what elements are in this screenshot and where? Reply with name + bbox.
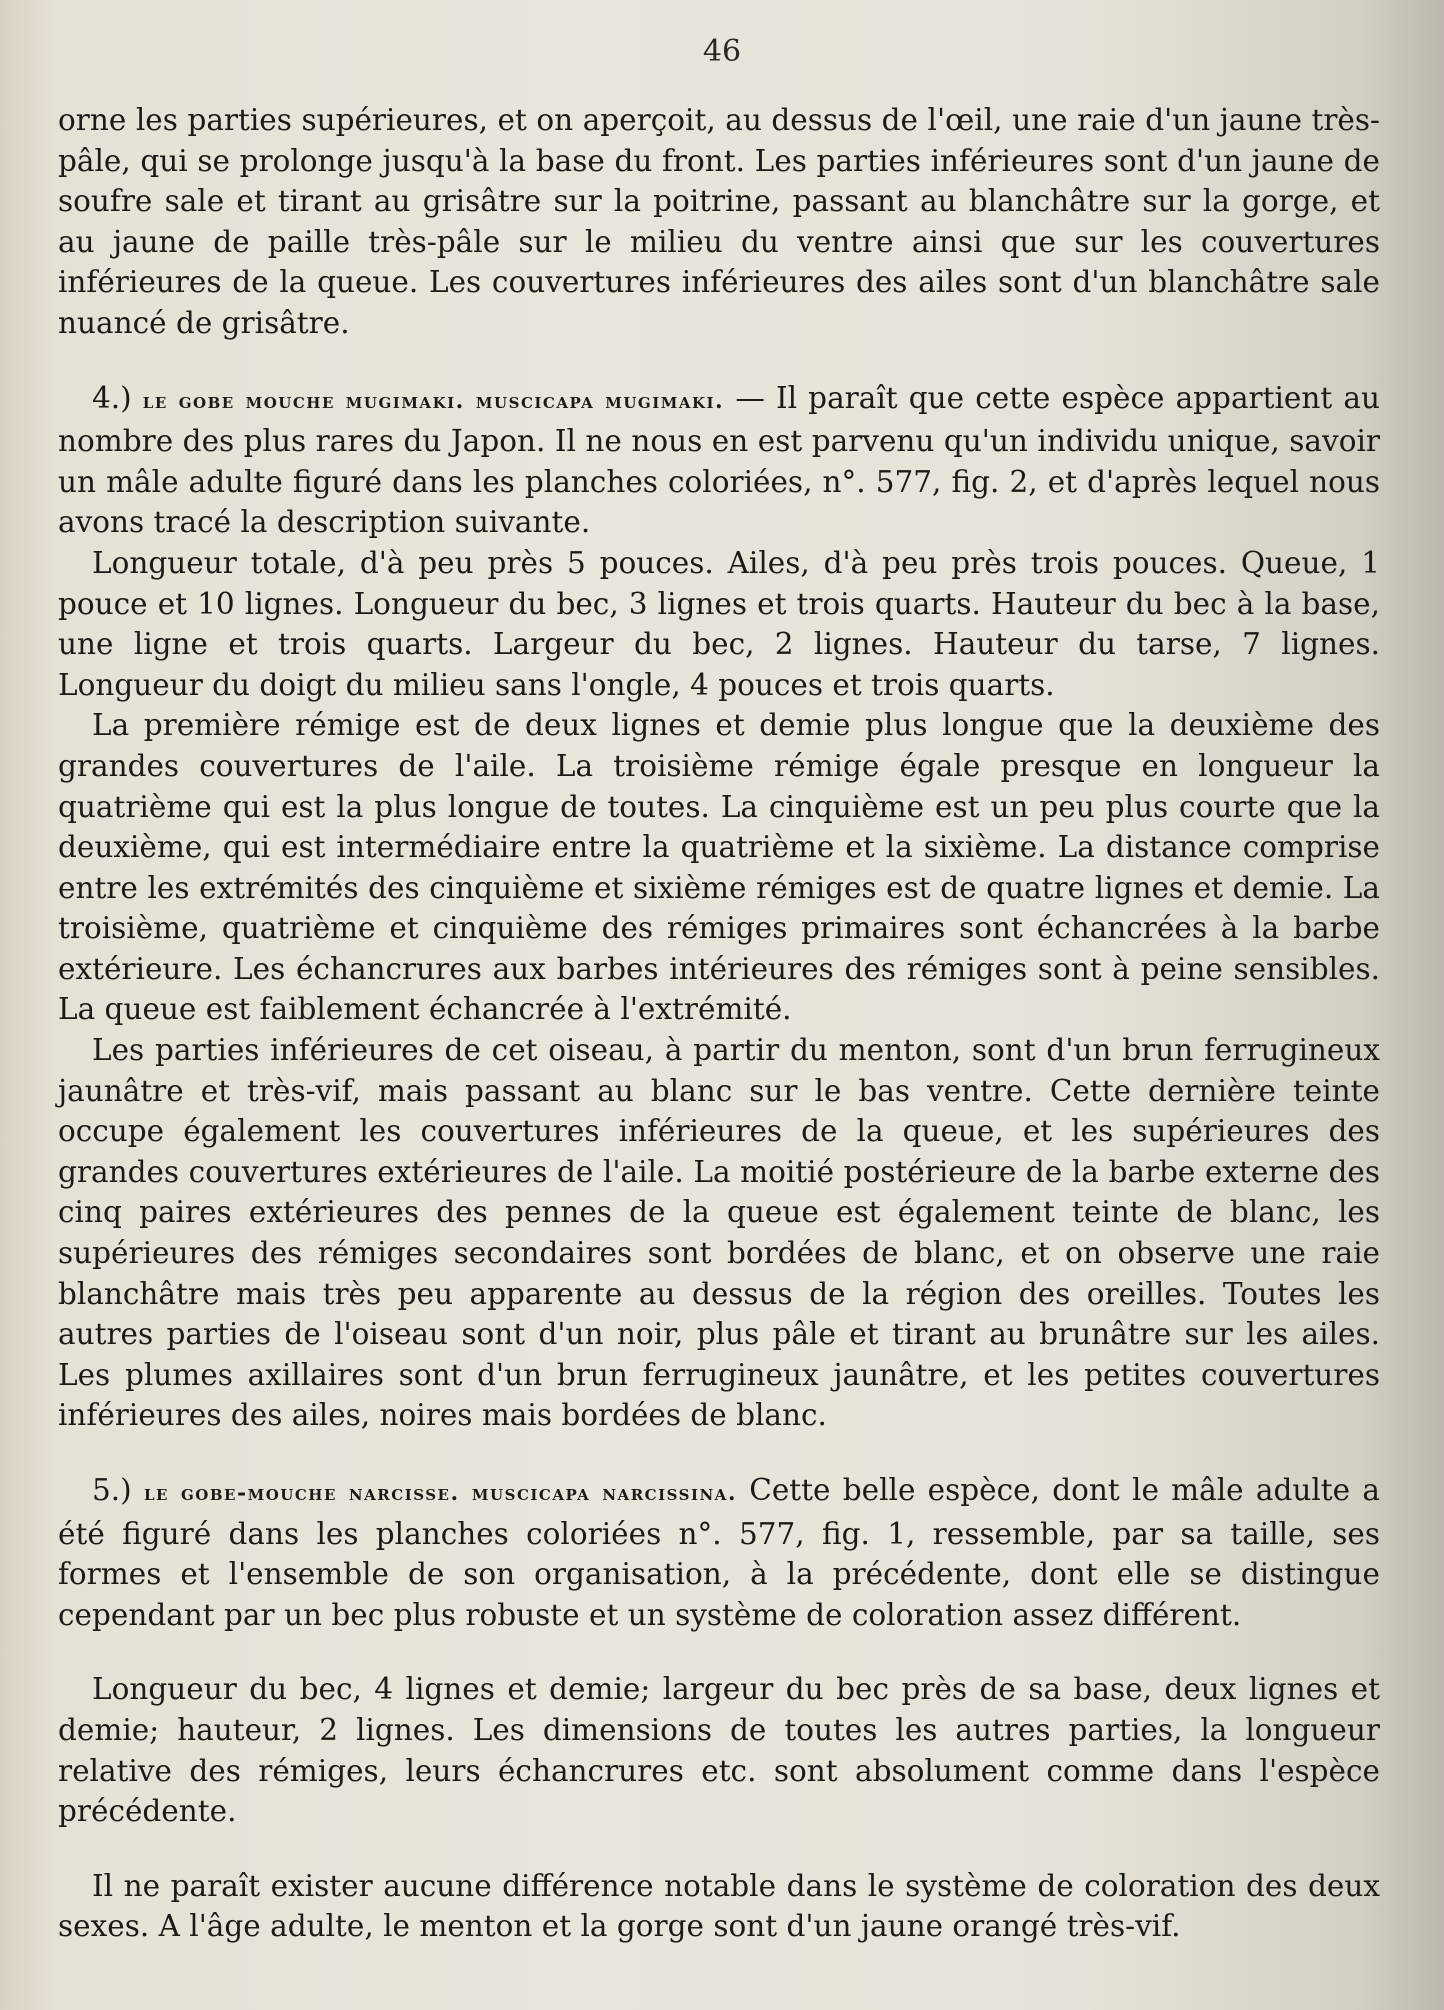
- section-4-latin-name: muscicapa mugimaki.: [475, 387, 725, 414]
- section-5-latin-name: muscicapa narcissina.: [471, 1480, 737, 1506]
- section-5-paragraph: [58, 1470, 1380, 1635]
- beak-measurements-paragraph: Longueur du bec, 4 lignes et demie; largeur du bec près de sa base, deux lignes et demie; hauteur, 2 lignes. Les dimensions de toutes les autres parties, la longueur relative des rémiges, leurs échancrures etc. sont absolument comme dans l'espèce précédente.: [58, 1672, 1380, 1829]
- section-5-text: Cette belle espèce, dont le mâle adulte a été figuré dans les planches coloriées n°. 577, fig. 1, ressemble, par sa taille, ses formes et l'ensemble de son organisation, à la précédente, dont elle se distingue cependant par un bec plus robuste et un système de coloration assez différent.: [58, 1473, 1380, 1632]
- section-4-common-name: le gobe mouche mugimaki.: [142, 387, 465, 414]
- section-5-number: 5.): [92, 1473, 132, 1507]
- section-5-common-name: le gobe-mouche narcisse.: [143, 1480, 460, 1506]
- remiges-paragraph: La première rémige est de deux lignes et demie plus longue que la deuxième des grandes couvertures de l'aile. La troisième rémige égale presque en longueur la quatrième qui est la plus longue de toutes. La cinquième est un peu plus courte que la deuxième, qui est intermédiaire entre la quatrième et la sixième. La distance comprise entre les extrémités des cinquième et sixième rémiges est de quatre lignes et demie. La troisième, quatrième et cinquième des rémiges primaires sont échancrées à la barbe extérieure. Les échancrures aux barbes intérieures des rémiges sont à peine sensibles. La queue est faiblement échancrée à l'extrémité.: [58, 708, 1380, 1027]
- page-number: 46: [702, 34, 742, 69]
- section-4-number: 4.): [92, 380, 132, 415]
- section-4-paragraph: [58, 378, 1380, 543]
- measurements-paragraph: Longueur totale, d'à peu près 5 pouces. Ailes, d'à peu près trois pouces. Queue, 1 pouce et 10 lignes. Longueur du bec, 3 lignes et trois quarts. Hauteur du bec à la base, une ligne et trois quarts. Largeur du bec, 2 lignes. Hauteur du tarse, 7 lignes. Longueur du doigt du milieu sans l'ongle, 4 pouces et trois quarts.: [58, 545, 1380, 702]
- coloration-paragraph: Les parties inférieures de cet oiseau, à partir du menton, sont d'un brun ferrugineux jaunâtre et très-vif, mais passant au blanc sur le bas ventre. Cette dernière teinte occupe également les couvertures inférieures de la queue, et les supérieures des grandes couvertures extérieures de l'aile. La moitié postérieure de la barbe externe des cinq paires extérieures des pennes de la queue est également teinte de blanc, les supérieures des rémiges secondaires sont bordées de blanc, et on observe une raie blanchâtre mais très peu apparente au dessus de la région des oreilles. Toutes les autres parties de l'oiseau sont d'un noir, plus pâle et tirant au brunâtre sur les ailes. Les plumes axillaires sont d'un brun ferrugineux jaunâtre, et les petites couvertures inférieures des ailes, noires mais bordées de blanc.: [58, 1033, 1380, 1433]
- paragraph-continuation: orne les parties supérieures, et on aperçoit, au dessus de l'œil, une raie d'un jaune très-pâle, qui se prolonge jusqu'à la base du front. Les parties inférieures sont d'un jaune de soufre sale et tirant au grisâtre sur la poitrine, passant au blanchâtre sur la gorge, et au jaune de paille très-pâle sur le milieu du ventre ainsi que sur les couvertures inférieures de la queue. Les couvertures inférieures des ailes sont d'un blanchâtre sale nuancé de grisâtre.: [58, 103, 1380, 340]
- section-4-text: — Il paraît que cette espèce appartient au nombre des plus rares du Japon. Il ne nous en est parvenu qu'un individu unique, savoir un mâle adulte figuré dans les planches coloriées, n°. 577, fig. 2, et d'après lequel nous avons tracé la description suivante.: [58, 380, 1380, 540]
- body-text: [58, 100, 1380, 1947]
- sexes-paragraph: Il ne paraît exister aucune différence notable dans le système de coloration des deux sexes. A l'âge adulte, le menton et la gorge sont d'un jaune orangé très-vif.: [58, 1868, 1380, 1944]
